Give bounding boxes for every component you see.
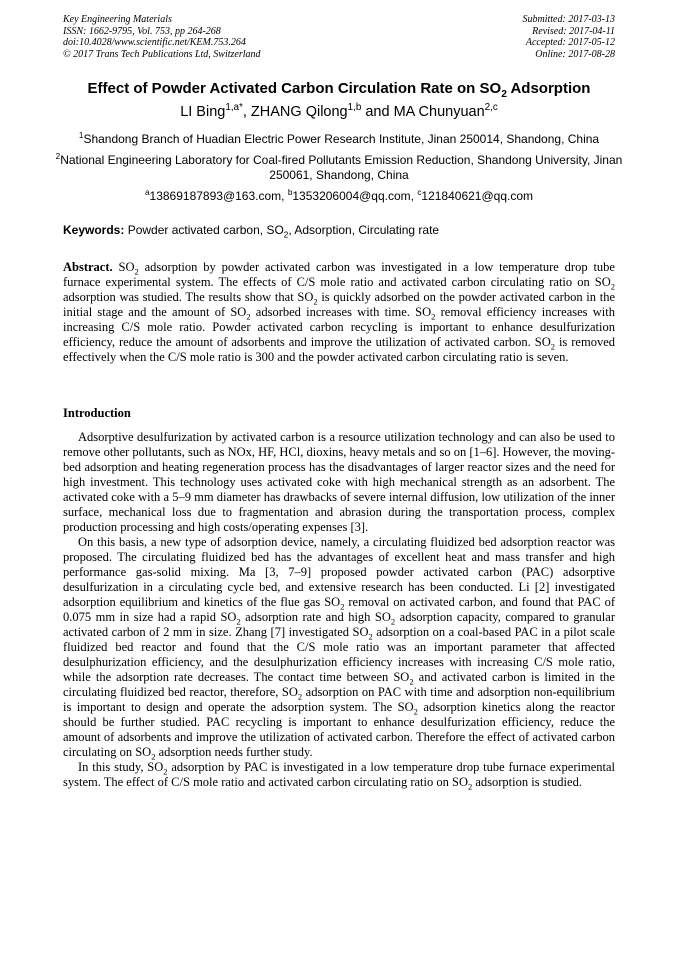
title-subscript: 2	[501, 89, 507, 100]
affiliation-2	[50, 153, 628, 183]
email-link[interactable]: 1353206004@qq.com	[292, 189, 411, 203]
abstract-text: $SO_2$ adsorption by powder activated carbon was investigated in a low temperature drop tube furnace experimental system. The effects of C/S mole ratio and activated carbon circulating ratio on $SO_2$ adsorption was studied. The results show that $SO_2$ is quickly adsorbed on the powder activated carbon in the initial stage and the amount of $SO_2$ adsorbed increases with time. $SO_2$ removal efficiency increases with increasing C/S mole ratio. Powder activated carbon recycling is important to enhance desulfurization efficiency, reduce the amount of adsorbents and improve the utilization of activated carbon. $SO_2$ is removed effectively when the C/S mole ratio is 300 and the powder activated carbon circulating ratio is seven.	[63, 260, 616, 364]
keywords-text-tail: , Adsorption, Circulating rate	[288, 223, 440, 237]
author-affiliation-mark: 1,b	[347, 102, 362, 114]
author-separator: ,	[242, 104, 251, 120]
journal-header	[63, 14, 261, 60]
date-accepted: Accepted: 2017-05-12	[525, 37, 615, 48]
affiliation-number: 2	[55, 152, 61, 161]
keywords-subscript: 2	[283, 230, 289, 240]
email-mark: c	[417, 188, 422, 197]
email-separator: ,	[281, 189, 288, 203]
author-separator: and	[361, 104, 394, 120]
author-list	[40, 104, 638, 120]
title-main: Effect of Powder Activated Carbon Circulation Rate on SO	[87, 80, 502, 97]
affiliation-number: 1	[78, 131, 84, 140]
email-list	[40, 189, 638, 203]
author-name: MA Chunyuan	[393, 104, 485, 120]
date-submitted: Submitted: 2017-03-13	[522, 14, 615, 25]
author-affiliation-mark: 2,c	[484, 102, 498, 114]
keywords-label: Keywords:	[63, 223, 125, 237]
author-name: LI Bing	[180, 104, 226, 120]
email-separator: ,	[410, 189, 418, 203]
journal-doi: doi:10.4028/www.scientific.net/KEM.753.264	[63, 37, 246, 48]
email-link[interactable]: 121840621@qq.com	[421, 189, 534, 203]
title-tail: Adsorption	[506, 80, 591, 97]
section-heading-introduction: Introduction	[63, 406, 131, 420]
abstract	[63, 260, 615, 365]
dates-header	[523, 14, 616, 60]
paragraph: On this basis, a new type of adsorption device, namely, a circulating fluidized bed adsorption reactor was proposed. The circulating fluidized bed has the advantages of excellent heat and mass transfer and high performance gas-solid mixing. Ma [3, 7–9] proposed powder activated carbon (PAC) adsorptive desulfurization in a circulating cycle bed, and extensive research has been conducted. Li [2] investigated adsorption equilibrium and kinetics of the flue gas $SO_2$ removal on activated carbon, and found that PAC of 0.075 mm in size had a rapid $SO_2$ adsorption rate and high $SO_2$ adsorption capacity, compared to granular activated carbon of 2 mm in size. Zhang [7] investigated $SO_2$ adsorption on a coal-based PAC in a pilot scale fluidized bed reactor and found that the C/S mole ratio was an important parameter that affected desulphurization efficiency, and the desulphurization efficiency increases with increasing C/S mole ratio, while the adsorption rate decreases. The contact time between $SO_2$ and activated carbon is limited in the circulating fluidized bed reactor, therefore, $SO_2$ adsorption on PAC with time and adsorption non-equilibrium is important to design and operate the adsorption system. The $SO_2$ adsorption kinetics along the reactor should be further studied. PAC recycling is important to enhance desulfurization efficiency, reduce the amount of adsorbents and improve the utilization of activated carbon. Therefore the effect of activated carbon circulating on $SO_2$ adsorption needs further study.	[63, 535, 616, 762]
abstract-label: Abstract.	[63, 260, 113, 274]
date-revised: Revised: 2017-04-11	[532, 25, 615, 37]
keywords	[63, 223, 623, 240]
paper-title	[40, 80, 638, 100]
date-online: Online: 2017-08-28	[535, 48, 615, 60]
affiliation-1	[50, 132, 628, 147]
email-mark: a	[144, 188, 150, 197]
author-name: ZHANG Qilong	[250, 104, 348, 120]
paragraph: In this study, $SO_2$ adsorption by PAC is investigated in a low temperature drop tube furnace experimental system. The effect of C/S mole ratio and activated carbon circulating ratio on $SO_2$ adsorption is studied.	[63, 760, 615, 792]
paragraph: Adsorptive desulfurization by activated carbon is a resource utilization technology and can also be used to remove other pollutants, such as NOx, HF, HCl, dioxins, heavy metals and so on [1–6]. However, the moving-bed adsorption and heating regeneration process has the disadvantages of larger reactor sizes and the need for high investment. This technology uses activated coke with high mechanical strength as an adsorbent. The activated coke with a 5–9 mm diameter has drawbacks of severe internal diffusion, low utilization of the inner surface, mechanical loss due to fragmentation and abrasion during the transportation process, complex production processing and high costs/operating expenses [3].	[63, 430, 615, 534]
journal-name: Key Engineering Materials	[63, 14, 172, 25]
email-link[interactable]: 13869187893@163.com	[149, 189, 282, 203]
keywords-text: Powder activated carbon, SO	[124, 223, 284, 237]
affiliation-text: National Engineering Laboratory for Coal-fired Pollutants Emission Reduction, Shandong University, Jinan 250061, Shandong, China	[60, 153, 623, 182]
author-affiliation-mark: 1,a*	[225, 102, 243, 114]
journal-copyright: © 2017 Trans Tech Publications Ltd, Switzerland	[63, 48, 261, 60]
affiliation-text: Shandong Branch of Huadian Electric Power Research Institute, Jinan 250014, Shandong, China	[83, 132, 600, 146]
email-mark: b	[287, 188, 293, 197]
journal-issn: ISSN: 1662-9795, Vol. 753, pp 264-268	[63, 25, 221, 37]
introduction-body	[63, 430, 615, 790]
